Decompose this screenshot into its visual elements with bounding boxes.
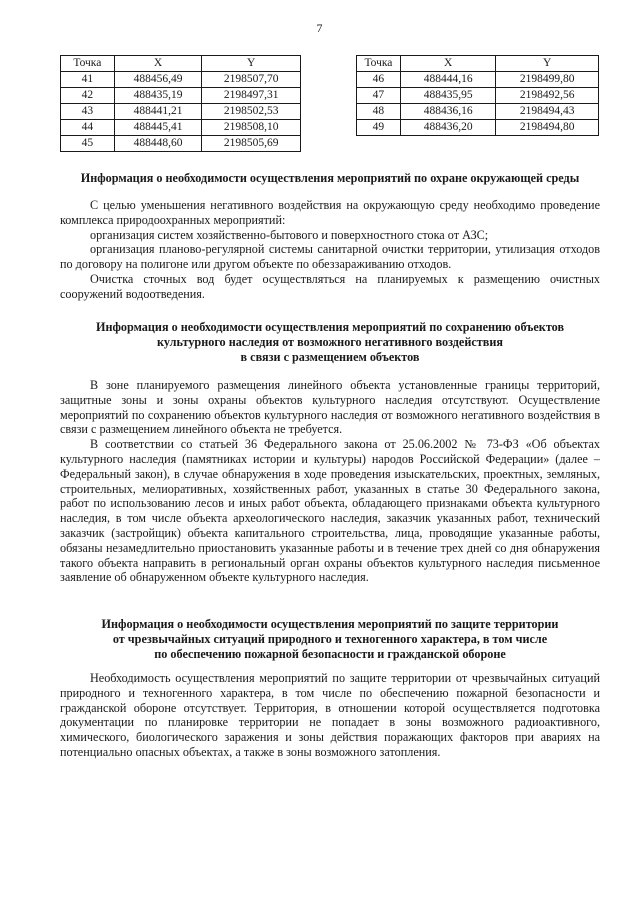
column-header-x: X [114,56,202,72]
cell-y: 2198494,80 [496,120,599,136]
cell-x: 488436,20 [400,120,496,136]
table-row [61,136,301,152]
cell-y: 2198494,43 [496,104,599,120]
list-item: организация систем хозяйственно-бытового и поверхностного стока от АЗС; [90,227,489,242]
cell-point: 46 [357,72,401,88]
cell-y: 2198502,53 [202,104,301,120]
section-body-emergency-protection [60,671,600,760]
table-header-row [357,56,599,72]
table-row [357,88,599,104]
paragraph: Необходимость осуществления мероприятий по защите территории от чрезвычайных ситуаций природного и техногенного характера, в том числе по обеспечению пожарной безопасности и гражданской обороне отсутствует. Территория, в отношении которой осуществляется подготовка документации по планировке территории не попадает в зоны возможного радиоактивного, химического, биологического заражения и зоны действия поражающих факторов при авариях на потенциально опасных объектах, а также в зоны возможного затопления. [60,671,600,759]
cell-x: 488436,16 [400,104,496,120]
coordinates-table-right [356,55,599,136]
cell-point: 48 [357,104,401,120]
cell-x: 488441,21 [114,104,202,120]
cell-point: 49 [357,120,401,136]
section-heading-emergency-protection [60,617,600,662]
column-header-point: Точка [357,56,401,72]
heading-line: Информация о необходимости осуществления мероприятий по защите территории [101,617,559,631]
heading-line: от чрезвычайных ситуаций природного и техногенного характера, в том числе [112,632,548,646]
page-number: 7 [316,21,323,35]
section-heading-environment: Информация о необходимости осуществления мероприятий по охране окружающей среды [80,171,580,185]
cell-point: 41 [61,72,115,88]
list-item: организация планово-регулярной системы санитарной очистки территории, утилизация отходов по договору на полигоне или другом объекте по обеззараживанию отходов. [60,242,600,272]
table-row [357,120,599,136]
cell-y: 2198508,10 [202,120,301,136]
section-heading-cultural-heritage [60,320,600,365]
table-header-row [61,56,301,72]
paragraph: Очистка сточных вод будет осуществляться на планируемых к размещению очистных сооружений водоотведения. [60,271,600,301]
heading-line: в связи с размещением объектов [240,350,420,364]
section-body-cultural-heritage [60,378,600,585]
cell-x: 488456,49 [114,72,202,88]
table-row [357,72,599,88]
cell-y: 2198499,80 [496,72,599,88]
column-header-x: X [400,56,496,72]
cell-point: 45 [61,136,115,152]
cell-y: 2198505,69 [202,136,301,152]
cell-x: 488444,16 [400,72,496,88]
cell-y: 2198492,56 [496,88,599,104]
heading-line: культурного наследия от возможного негативного воздействия [157,335,503,349]
heading-line: Информация о необходимости осуществления мероприятий по сохранению объектов [95,320,565,334]
table-row [61,104,301,120]
cell-point: 47 [357,88,401,104]
column-header-point: Точка [61,56,115,72]
section-body-environment [60,198,600,302]
paragraph: В соответствии со статьей 36 Федерального закона от 25.06.2002 № 73-ФЗ «Об объектах культурного наследия (памятниках истории и культуры) народов Российской Федерации» (далее – Федеральный закон), в случае обнаружения в ходе проведения изыскательских, проектных, земляных, строительных, мелиоративных, хозяйственных работ, указанных в статье 30 Федерального закона, работ по использованию лесов и иных работ объекта, обладающего признаками объекта культурного наследия, в том числе объекта археологического наследия, заказчик указанных работ, технический заказчик (застройщик) объекта капитального строительства, лица, проводящие указанные работы, обязаны незамедлительно приостановить указанные работы и в течение трех дней со дня обнаружения такого объекта направить в региональный орган охраны объектов культурного наследия письменное заявление об обнаруженном объекте культурного наследия. [60,437,600,585]
heading-line: по обеспечению пожарной безопасности и гражданской обороне [154,647,506,661]
cell-x: 488435,95 [400,88,496,104]
table-row [61,88,301,104]
cell-x: 488445,41 [114,120,202,136]
cell-x: 488448,60 [114,136,202,152]
table-row [357,104,599,120]
cell-y: 2198507,70 [202,72,301,88]
paragraph: С целью уменьшения негативного воздействия на окружающую среду необходимо проведение комплекса природоохранных мероприятий: [60,198,600,227]
cell-y: 2198497,31 [202,88,301,104]
cell-point: 43 [61,104,115,120]
paragraph: В зоне планируемого размещения линейного объекта установленные границы территорий, защитные зоны и зоны охраны объектов культурного наследия отсутствуют. Осуществление мероприятий по сохранению объектов культурного наследия от возможного негативного воздействия в связи с размещением линейного объекта не требуется. [60,378,600,437]
table-row [61,120,301,136]
cell-point: 44 [61,120,115,136]
column-header-y: Y [496,56,599,72]
coordinates-table-left [60,55,301,152]
cell-x: 488435,19 [114,88,202,104]
table-row [61,72,301,88]
cell-point: 42 [61,88,115,104]
column-header-y: Y [202,56,301,72]
